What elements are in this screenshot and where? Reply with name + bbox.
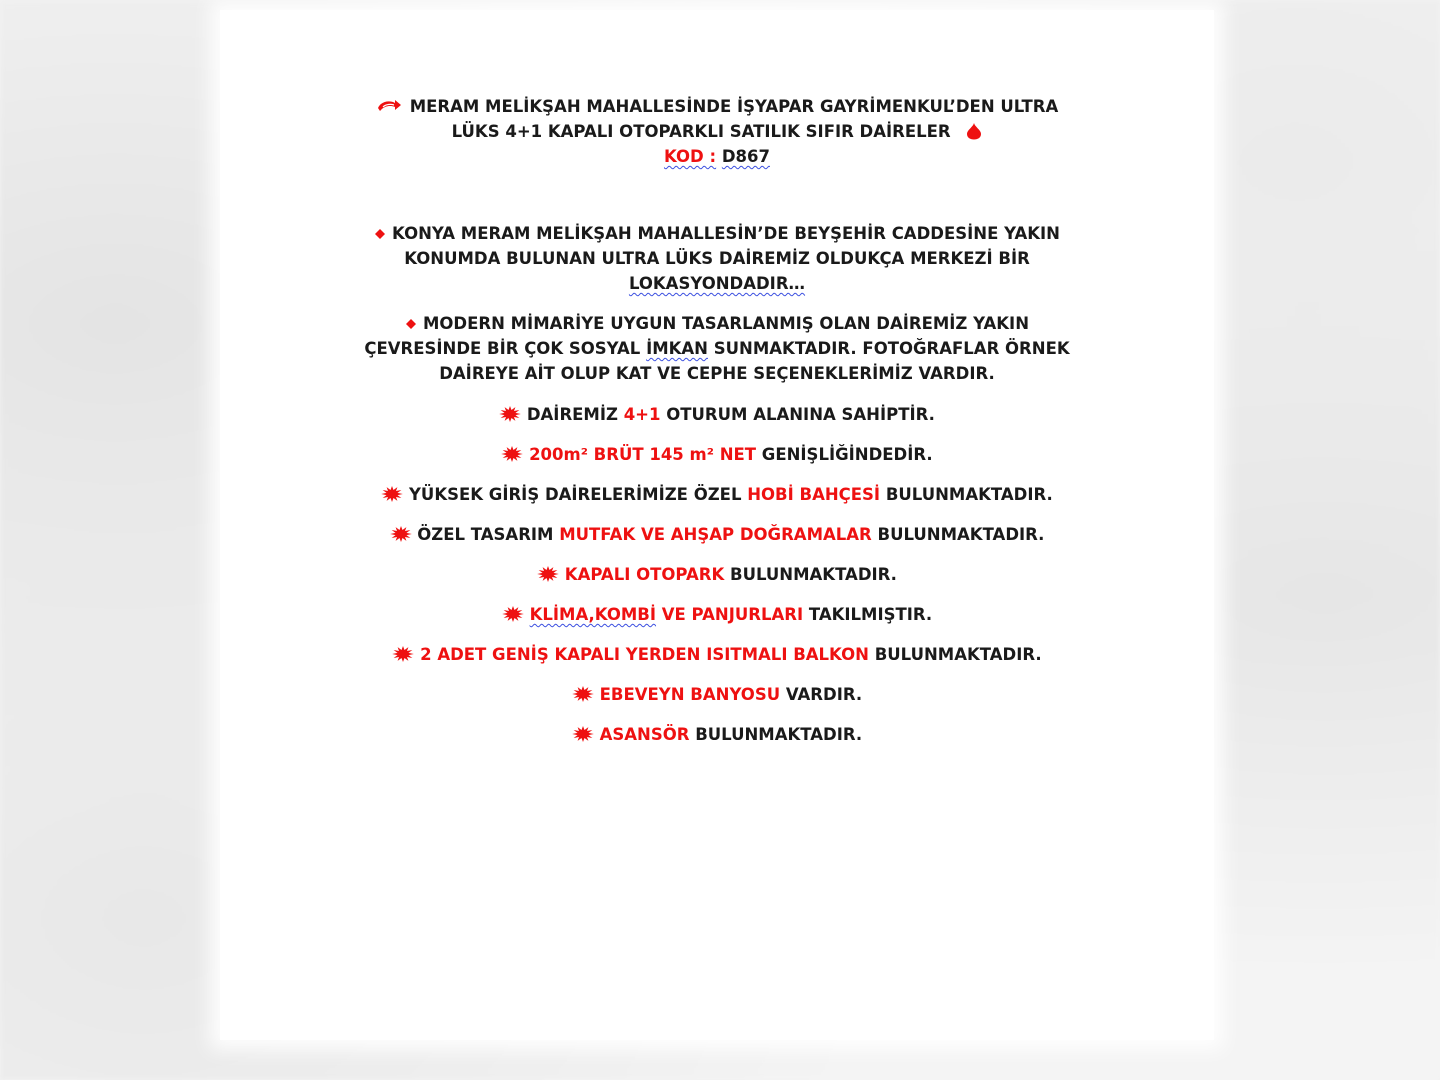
feature-bullet bbox=[320, 722, 1114, 747]
title-line-1: MERAM MELİKŞAH MAHALLESİNDE İŞYAPAR GAYRİMENKUL’DEN ULTRA bbox=[409, 97, 1059, 116]
paragraph-1-line-3: LOKASYONDADIR… bbox=[628, 274, 806, 293]
bullet-highlight: KLİMA,KOMBİ bbox=[529, 605, 657, 624]
bullet-highlight: EBEVEYN BANYOSU bbox=[599, 685, 781, 704]
bullet-text: BULUNMAKTADIR. bbox=[874, 645, 1042, 664]
paragraph-2-line-1: MODERN MİMARİYE UYGUN TASARLANMIŞ OLAN DAİREMİZ YAKIN bbox=[422, 314, 1030, 333]
listing-text bbox=[320, 94, 1114, 747]
paragraph-2-line-3: DAİREYE AİT OLUP KAT VE CEPHE SEÇENEKLERİMİZ VARDIR. bbox=[439, 364, 995, 383]
description-paragraph bbox=[320, 311, 1114, 386]
code-value: D867 bbox=[721, 147, 770, 166]
feature-bullet bbox=[320, 642, 1114, 667]
feature-bullet bbox=[320, 442, 1114, 467]
bullet-text: BULUNMAKTADIR. bbox=[885, 485, 1053, 504]
bullet-highlight: ASANSÖR bbox=[599, 725, 690, 744]
red-starburst-icon bbox=[499, 406, 521, 422]
red-arrow-icon bbox=[376, 99, 402, 113]
bullet-text: YÜKSEK GİRİŞ DAİRELERİMİZE ÖZEL bbox=[408, 485, 742, 504]
feature-bullet bbox=[320, 602, 1114, 627]
red-starburst-icon bbox=[537, 566, 559, 582]
paragraph-2-line-2a: ÇEVRESİNDE BİR ÇOK SOSYAL bbox=[364, 339, 641, 358]
bullet-text: OTURUM ALANINA SAHİPTİR. bbox=[666, 405, 935, 424]
red-diamond-icon bbox=[374, 228, 386, 240]
red-drop-icon bbox=[966, 122, 982, 140]
listing-code bbox=[320, 144, 1114, 169]
listing-title bbox=[320, 94, 1114, 144]
paragraph-1-line-2: KONUMDA BULUNAN ULTRA LÜKS DAİREMİZ OLDUKÇA MERKEZİ BİR bbox=[404, 249, 1030, 268]
bullet-text: BULUNMAKTADIR. bbox=[877, 525, 1045, 544]
red-starburst-icon bbox=[381, 486, 403, 502]
red-starburst-icon bbox=[390, 526, 412, 542]
bullet-highlight: MUTFAK VE AHŞAP DOĞRAMALAR bbox=[559, 525, 872, 544]
bullet-highlight: 200m² BRÜT 145 m² NET bbox=[529, 445, 757, 464]
bullet-highlight: HOBİ BAHÇESİ bbox=[747, 485, 881, 504]
feature-bullet bbox=[320, 682, 1114, 707]
paragraph-1-line-1: KONYA MERAM MELİKŞAH MAHALLESİN’DE BEYŞEHİR CADDESİNE YAKIN bbox=[392, 224, 1060, 243]
description-paragraph bbox=[320, 221, 1114, 296]
paragraph-2-line-2c: SUNMAKTADIR. FOTOĞRAFLAR ÖRNEK bbox=[713, 339, 1070, 358]
feature-bullet bbox=[320, 562, 1114, 587]
red-starburst-icon bbox=[502, 606, 524, 622]
red-starburst-icon bbox=[572, 726, 594, 742]
bullet-text: GENİŞLİĞİNDEDİR. bbox=[761, 445, 933, 464]
bullet-text: VARDIR. bbox=[785, 685, 863, 704]
bullet-text: TAKILMIŞTIR. bbox=[808, 605, 933, 624]
bullet-highlight: VE PANJURLARI bbox=[661, 605, 804, 624]
red-starburst-icon bbox=[392, 646, 414, 662]
bullet-text: ÖZEL TASARIM bbox=[417, 525, 554, 544]
feature-bullet bbox=[320, 522, 1114, 547]
bullet-text: BULUNMAKTADIR. bbox=[730, 565, 897, 584]
paragraph-2-line-2b: İMKAN bbox=[646, 339, 708, 358]
bullet-highlight: KAPALI OTOPARK bbox=[564, 565, 725, 584]
code-label: KOD : bbox=[663, 147, 717, 166]
title-line-2: LÜKS 4+1 KAPALI OTOPARKLI SATILIK SIFIR DAİRELER bbox=[451, 122, 951, 141]
feature-bullet bbox=[320, 482, 1114, 507]
bullet-highlight: 2 ADET GENİŞ KAPALI YERDEN ISITMALI BALKON bbox=[420, 645, 869, 664]
red-starburst-icon bbox=[501, 446, 523, 462]
feature-bullet bbox=[320, 402, 1114, 427]
red-starburst-icon bbox=[572, 686, 594, 702]
bullet-text: DAİREMİZ bbox=[526, 405, 618, 424]
bullet-highlight: 4+1 bbox=[623, 405, 661, 424]
red-diamond-icon bbox=[405, 318, 417, 330]
document-page bbox=[220, 10, 1214, 1040]
bullet-text: BULUNMAKTADIR. bbox=[695, 725, 863, 744]
